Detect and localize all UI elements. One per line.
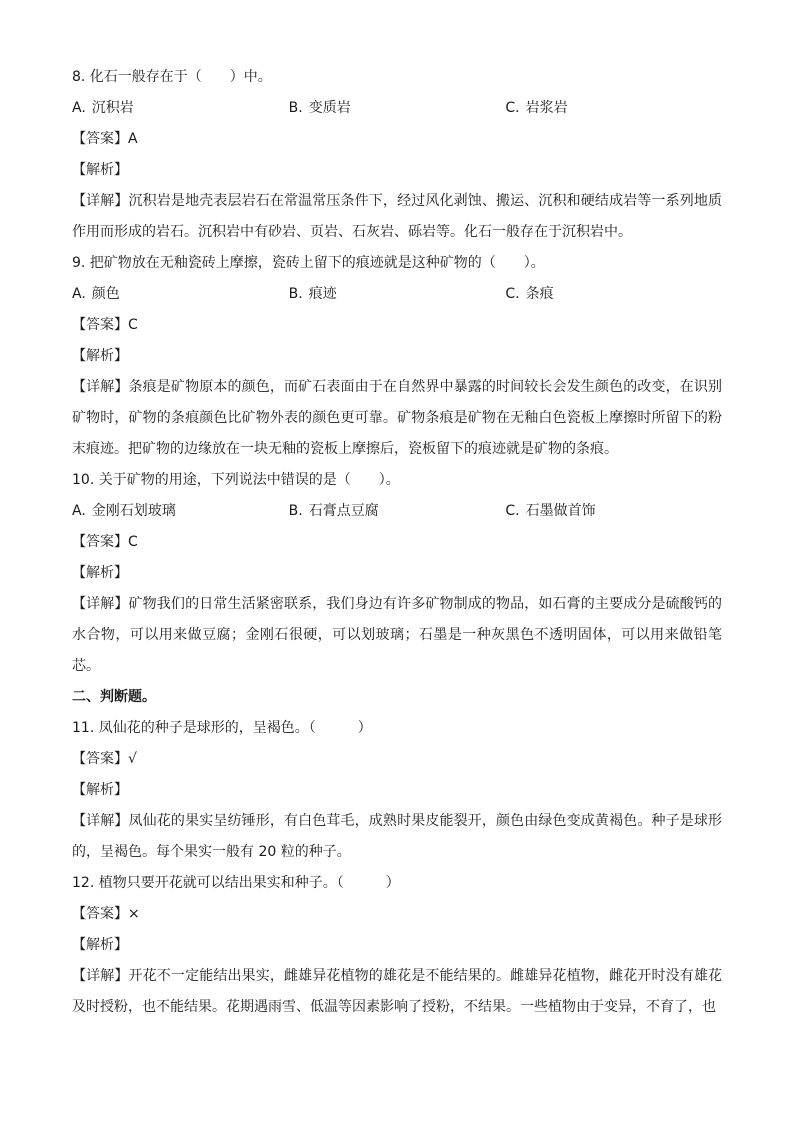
option-c: C. 条痕 xyxy=(505,286,554,302)
option-c: C. 岩浆岩 xyxy=(505,100,568,116)
answer-9: 【答案】C xyxy=(72,317,138,333)
analysis-11: 【解析】 xyxy=(72,782,128,798)
analysis-8: 【解析】 xyxy=(72,162,128,178)
option-b: B. 痕迹 xyxy=(288,286,337,302)
analysis-12: 【解析】 xyxy=(72,937,128,953)
option-b: B. 石膏点豆腐 xyxy=(288,503,379,519)
answer-12: 【答案】× xyxy=(72,906,140,922)
option-c: C. 石墨做首饰 xyxy=(505,503,596,519)
question-12: 12. 植物只要开花就可以结出果实和种子。（ ） xyxy=(72,875,400,891)
analysis-9: 【解析】 xyxy=(72,348,128,364)
detail-11: 【详解】凤仙花的果实呈纺锤形，有白色茸毛，成熟时果皮能裂开，颜色由绿色变成黄褐色。种子是球形的，呈褐色。每个果实一般有 20 粒的种子。 xyxy=(72,813,722,860)
detail-9: 【详解】条痕是矿物原本的颜色，而矿石表面由于在自然界中暴露的时间较长会发生颜色的改变，在识别矿物时，矿物的条痕颜色比矿物外表的颜色更可靠。矿物条痕是矿物在无釉白色瓷板上摩擦时所留下的粉末痕迹。把矿物的边缘放在一块无釉的瓷板上摩擦后，瓷板留下的痕迹就是矿物的条痕。 xyxy=(72,379,722,457)
option-b: B. 变质岩 xyxy=(288,100,351,116)
question-9-options xyxy=(72,279,722,310)
option-a: A. 金刚石划玻璃 xyxy=(72,503,176,519)
question-8: 8. 化石一般存在于（ ）中。 xyxy=(72,69,272,85)
section-heading: 二、判断题。 xyxy=(72,689,156,705)
question-9: 9. 把矿物放在无釉瓷砖上摩擦，瓷砖上留下的痕迹就是这种矿物的（ ）。 xyxy=(72,255,545,271)
answer-8: 【答案】A xyxy=(72,131,138,147)
question-10-options xyxy=(72,496,722,527)
detail-8: 【详解】沉积岩是地壳表层岩石在常温常压条件下，经过风化剥蚀、搬运、沉积和硬结成岩等一系列地质作用而形成的岩石。沉积岩中有砂岩、页岩、石灰岩、砾岩等。化石一般存在于沉积岩中。 xyxy=(72,193,722,240)
answer-10: 【答案】C xyxy=(72,534,138,550)
option-a: A. 颜色 xyxy=(72,286,120,302)
analysis-10: 【解析】 xyxy=(72,565,128,581)
question-10: 10. 关于矿物的用途，下列说法中错误的是（ ）。 xyxy=(72,472,400,488)
question-11: 11. 凤仙花的种子是球形的，呈褐色。（ ） xyxy=(72,720,372,736)
detail-12: 【详解】开花不一定能结出果实，雌雄异花植物的雄花是不能结果的。雌雄异花植物，雌花开时没有雄花及时授粉，也不能结果。花期遇雨雪、低温等因素影响了授粉，不结果。一些植物由于变异，不育了，也 xyxy=(72,968,722,1015)
answer-11: 【答案】√ xyxy=(72,751,137,767)
question-8-options xyxy=(72,93,722,124)
option-a: A. 沉积岩 xyxy=(72,100,134,116)
document-page xyxy=(72,62,722,1023)
detail-10: 【详解】矿物我们的日常生活紧密联系，我们身边有许多矿物制成的物品，如石膏的主要成分是硫酸钙的水合物，可以用来做豆腐；金刚石很硬，可以划玻璃；石墨是一种灰黑色不透明固体，可以用来做铅笔芯。 xyxy=(72,596,722,674)
